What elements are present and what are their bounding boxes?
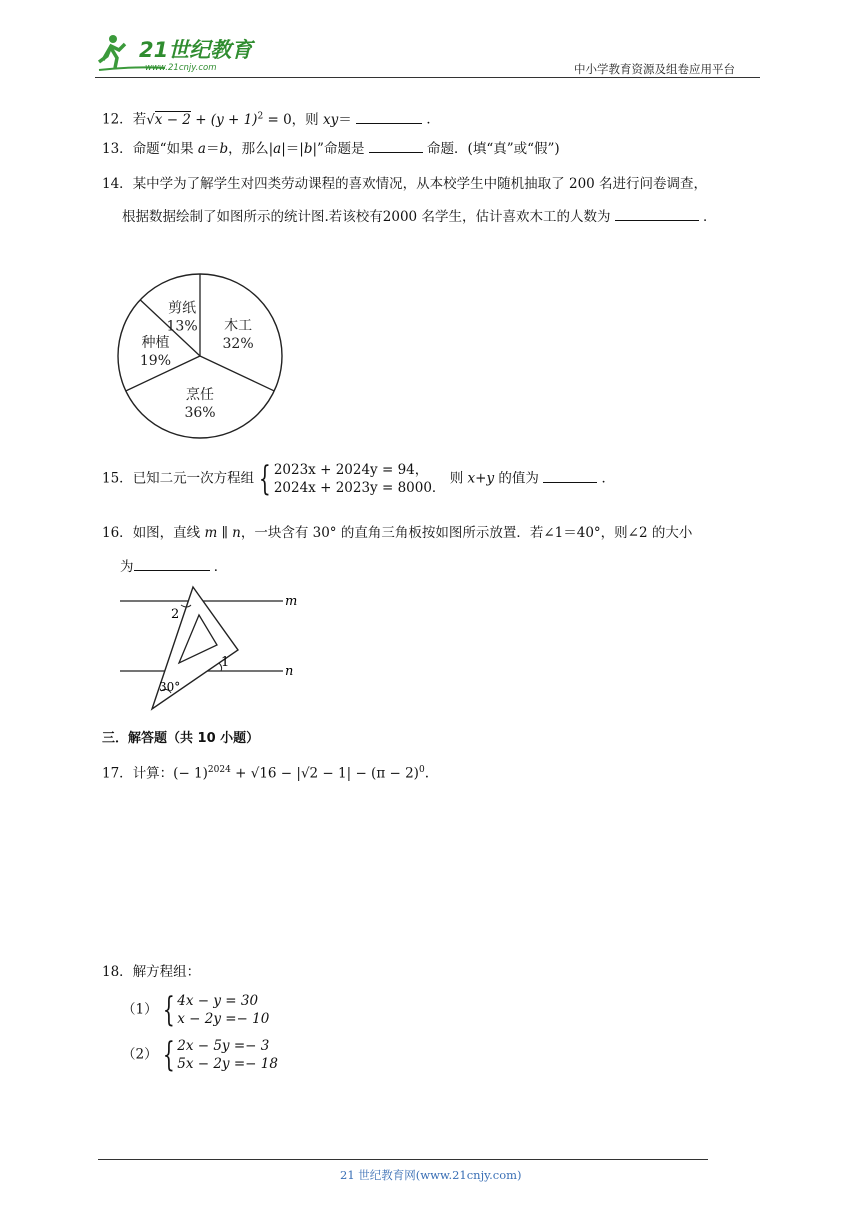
pie-slice-percent: 13% xyxy=(166,318,198,335)
answer-blank-15[interactable] xyxy=(543,470,597,483)
question-15: 15．已知二元一次方程组 { 2023x + 2024y = 94， 2024x + 2023y = 8000． 则 x+y 的值为 ． xyxy=(102,459,615,499)
label-angle-30: 30° xyxy=(159,680,181,694)
label-angle-1: 1 xyxy=(221,655,230,670)
question-13: 13．命题“如果 a＝b，那么|a|＝|b|”命题是 命题．(填“真”或“假”) xyxy=(102,141,560,157)
question-14-line1: 14．某中学为了解学生对四类劳动课程的喜欢情况，从本校学生中随机抽取了 200 名进行问卷调查， xyxy=(102,176,708,192)
pie-slice-percent: 32% xyxy=(222,335,254,352)
footer-divider xyxy=(98,1159,708,1160)
pie-slice-percent: 36% xyxy=(184,405,216,422)
answer-blank-12[interactable] xyxy=(356,111,422,124)
pie-slice-label: 木工 xyxy=(224,317,253,334)
question-16-line1: 16．如图，直线 m ∥ n，一块含有 30° 的直角三角板按如图所示放置．若∠1＝40°，则∠2 的大小 xyxy=(102,525,693,541)
pie-slice-label: 剪纸 xyxy=(168,300,197,317)
label-n: n xyxy=(285,664,294,679)
header-platform-text: 中小学教育资源及组卷应用平台 xyxy=(574,62,735,76)
logo-text: 21世纪教育 xyxy=(139,38,253,62)
pie-chart xyxy=(115,270,290,442)
question-16-line2: 为 ． xyxy=(120,559,228,575)
question-18: 18．解方程组： xyxy=(102,964,201,980)
answer-blank-16[interactable] xyxy=(134,558,210,571)
logo-url: www.21cnjy.com xyxy=(145,63,217,73)
q15-eq2: 2024x + 2023y = 8000． xyxy=(273,480,446,496)
pie-slice-label: 种植 xyxy=(141,334,170,351)
pie-slice-label: 烹任 xyxy=(186,387,214,404)
footer-text: 21 世纪教育网(www.21cnjy.com) xyxy=(340,1168,522,1182)
question-17: 17．计算：(− $1)^{2024} + √16 - |√2 - 1| - (\pi - 2)^0$. xyxy=(102,765,429,782)
question-18-part2: （2） { 2x − 5y =− 3 5x − 2y =− 18 xyxy=(122,1035,278,1075)
answer-blank-13[interactable] xyxy=(369,140,423,153)
label-m: m xyxy=(285,594,298,609)
question-14-line2: 根据数据绘制了如图所示的统计图.若该校有2000 名学生，估计喜欢木工的人数为 ． xyxy=(122,209,717,225)
answer-blank-14[interactable] xyxy=(615,208,699,221)
site-logo xyxy=(95,30,260,75)
pie-slice-percent: 19% xyxy=(139,352,172,369)
triangle-figure xyxy=(115,585,300,715)
section-title: 三．解答题（共 10 小题） xyxy=(102,731,260,746)
question-18-part1: （1） { 4x − y = 30 x − 2y =− 10 xyxy=(122,990,270,1030)
label-angle-2: 2 xyxy=(171,607,180,622)
question-12: 12．若$√x - 2 + (y + 1)^2 = 0$，则 xy＝ ． xyxy=(102,111,440,128)
header-divider xyxy=(95,77,760,78)
q15-eq1: 2023x + 2024y = 94， xyxy=(273,462,429,478)
